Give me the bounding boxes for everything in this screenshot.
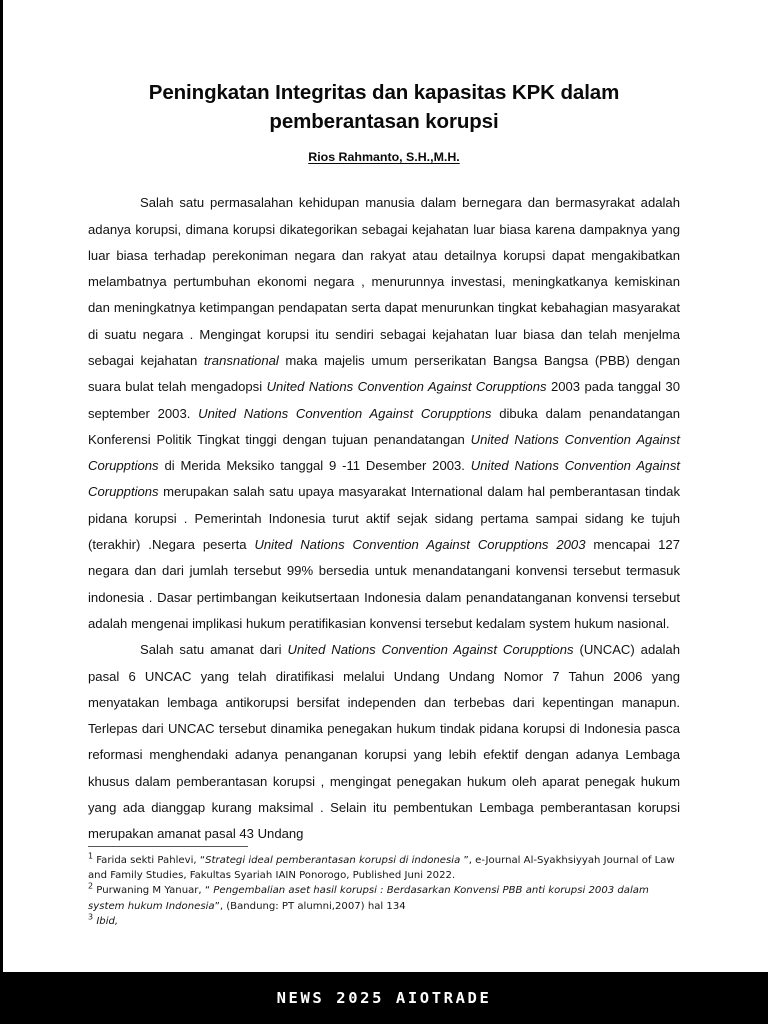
footer-banner-text: NEWS 2025 AIOTRADE <box>276 989 492 1007</box>
footnotes-section <box>88 846 684 929</box>
document-author: Rios Rahmanto, S.H.,M.H. <box>308 150 460 165</box>
document-content <box>88 0 680 848</box>
footnote-separator <box>88 846 248 847</box>
footnote-item: $^2$ Purwaning M Yanuar, “ Pengembalian aset hasil korupsi : Berdasarkan Konvensi PBB anti korupsi 2003 dalam system hukum Indonesia”, (Bandung: PT alumni,2007) hal 134 <box>88 882 649 912</box>
paragraph: Salah satu permasalahan kehidupan manusia dalam bernegara dan bermasyrakat adalah adanya korupsi, dimana korupsi dikategorikan sebagai kejahatan luar biasa karena dampaknya yang luar biasa terhadap perekoniman negara dan rakyat atau detailnya korupsi dapat mengakibatkan melambatnya pertumbuhan ekonomi negara , menurunnya investasi, meningkatkanya kemiskinan dan meningkatnya ketimpangan pendapatan serta dapat menurunkan tingkat kebahagian masyarakat di suatu negara . Mengingat korupsi itu sendiri sebagai kejahatan luar biasa dan telah menjelma sebagai kejahatan transnational maka majelis umum perserikatan Bangsa Bangsa (PBB) dengan suara bulat telah mengadopsi United Nations Convention Against Corupptions 2003 pada tanggal 30 september 2003. United Nations Convention Against Corupptions dibuka dalam penandatangan Konferensi Politik Tingkat tinggi dengan tujuan penandatangan United Nations Convention Against Corupptions di Merida Meksiko tanggal 9 -11 Desember 2003. United Nations Convention Against Corupptions merupakan salah satu upaya masyarakat International dalam hal pemberantasan tindak pidana korupsi . Pemerintah Indonesia turut aktif sejak sidang pertama sampai sidang ke tujuh (terakhir) .Negara peserta United Nations Convention Against Corupptions 2003 mencapai 127 negara dan dari jumlah tersebut 99% bersedia untuk menandatangani konvensi tersebut termasuk indonesia . Dasar pertimbangan keikutsertaan Indonesia dalam penandatanganan konvensi tersebut adalah mengenai implikasi hukum peratifikasian konvensi tersebut kedalam system hukum nasional. <box>88 195 681 631</box>
page-title: Peningkatan Integritas dan kapasitas KPK dalam pemberantasan korupsi <box>148 81 620 134</box>
page-left-edge <box>0 0 3 972</box>
paragraph: Salah satu amanat dari United Nations Convention Against Corupptions (UNCAC) adalah pasal 6 UNCAC yang telah diratifikasi melalui Undang Undang Nomor 7 Tahun 2006 yang menyatakan lembaga antikorupsi bersifat independen dan terbebas dari kepentingan manapun. Terlepas dari UNCAC tersebut dinamika penegakan hukum tindak pidana korupsi di Indonesia pasca reformasi menghendaki adanya penanganan korupsi yang lebih efektif dengan adanya Lembaga khusus dalam pemberantasan korupsi , mengingat penegakan hukum oleh aparat penegak hukum yang ada dianggap kurang maksimal . Selain itu pembentukan Lembaga pemberantasan korupsi merupakan amanat pasal 43 Undang <box>88 642 681 842</box>
footnote-item: $^1$ Farida sekti Pahlevi, “Strategi ideal pemberantasan korupsi di indonesia ”, e-Journal Al-Syakhsiyyah Journal of Law and Family Studies, Fakultas Syariah IAIN Ponorogo, Published Juni 2022. <box>88 851 675 882</box>
footnote-item: $^3$ Ibid, <box>88 912 119 927</box>
body-text <box>88 164 680 847</box>
footer-banner <box>0 972 768 1024</box>
footnote-marker: 2 <box>88 882 94 892</box>
footnote-marker: 1 <box>88 851 94 861</box>
footnote-marker: 3 <box>88 912 94 922</box>
